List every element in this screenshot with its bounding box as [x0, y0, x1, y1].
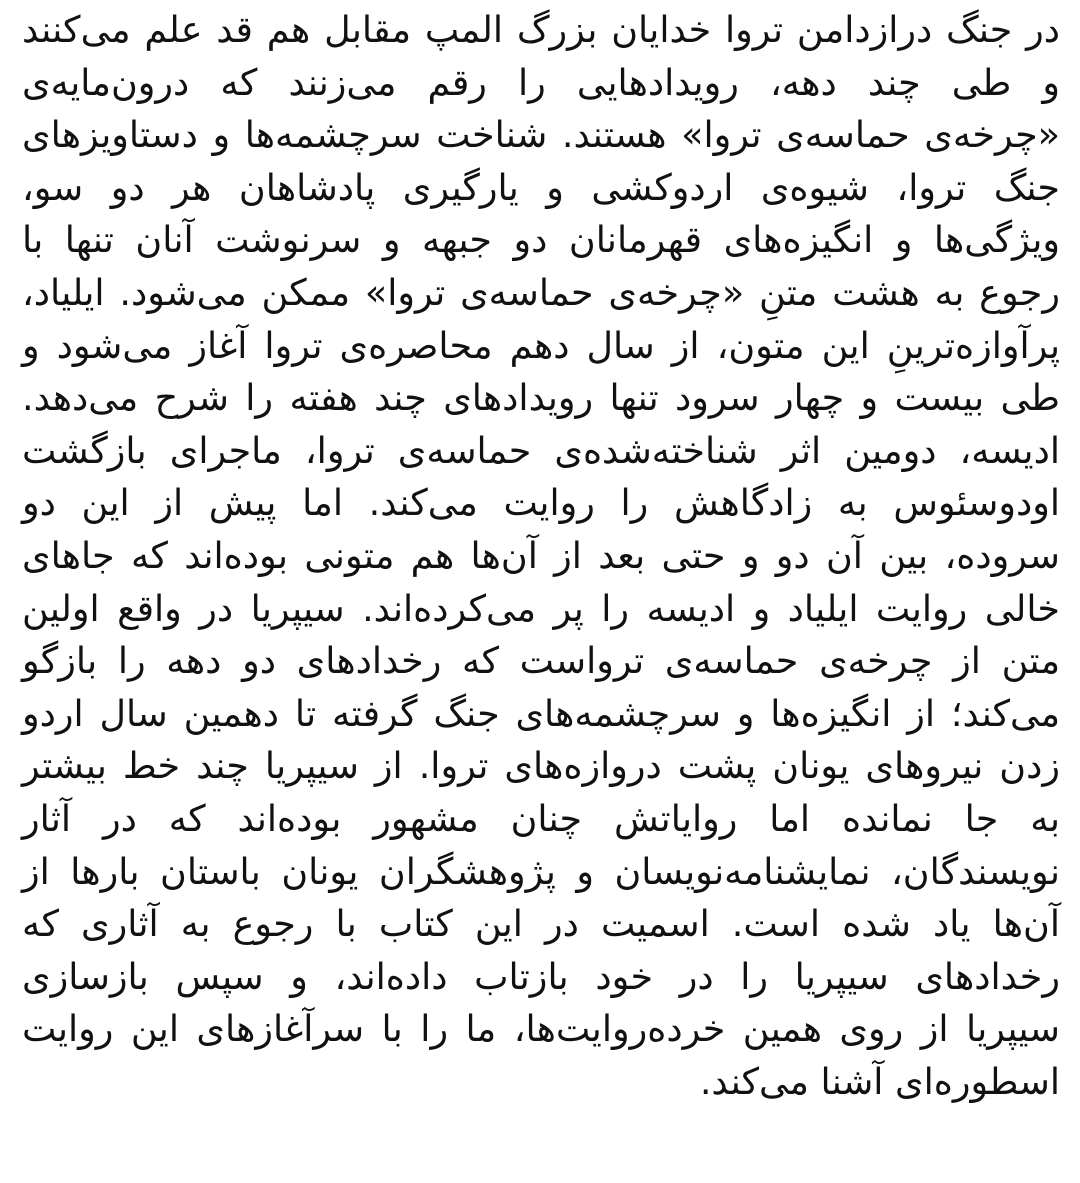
- text-line-2: و طی چند دهه، رویدادهایی را رقم می‌زنند که درون‌مایه‌ی: [22, 60, 1060, 104]
- text-line-15: زدن نیروهای یونان پشت دروازه‌های تروا. از سیپریا چند خط بیشتر: [22, 744, 1060, 788]
- text-line-20: سیپریا از روی همین خرده‌روایت‌ها، ما را با سرآغازهای این روایت: [22, 1007, 1060, 1051]
- text-line-1: در جنگ درازدامن تروا خدایان بزرگ المپ مقابل هم قد علم می‌کنند: [22, 8, 1060, 51]
- text-line-13: متن از چرخه‌ی حماسه‌ی ترواست که رخدادهای دو دهه را بازگو: [22, 639, 1060, 683]
- text-line-17: نویسندگان، نمایشنامه‌نویسان و پژوهشگران یونان باستان بارها از: [22, 849, 1060, 893]
- text-line-8: طی بیست و چهار سرود تنها رویدادهای چند هفته را شرح می‌دهد.: [22, 376, 1060, 420]
- text-line-4: جنگ تروا، شیوه‌ی اردوکشی و یارگیری پادشاهان هر دو سو،: [22, 165, 1060, 209]
- text-line-19: رخدادهای سیپریا را در خود بازتاب داده‌اند، و سپس بازسازی: [22, 954, 1060, 998]
- text-line-7: پرآوازه‌ترینِ این متون، از سال دهم محاصره‌ی تروا آغاز می‌شود و: [22, 323, 1060, 367]
- text-line-6: رجوع به هشت متنِ «چرخه‌ی حماسه‌ی تروا» ممکن می‌شود. ایلیاد،: [22, 270, 1060, 314]
- text-line-10: اودوسئوس به زادگاهش را روایت می‌کند. اما پیش از این دو: [22, 481, 1060, 525]
- text-line-9: ادیسه، دومین اثر شناخته‌شده‌ی حماسه‌ی تروا، ماجرای بازگشت: [22, 428, 1060, 472]
- text-line-14: می‌کند؛ از انگیزه‌ها و سرچشمه‌های جنگ گرفته تا دهمین سال اردو: [22, 691, 1060, 735]
- text-line-11: سروده، بین آن دو و حتی بعد از آن‌ها هم متونی بوده‌اند که جاهای: [22, 533, 1060, 577]
- text-line-12: خالی روایت ایلیاد و ادیسه را پر می‌کرده‌اند. سیپریا در واقع اولین: [22, 586, 1060, 630]
- text-line-21: اسطوره‌ای آشنا می‌کند.: [699, 1059, 1060, 1103]
- text-line-3: «چرخه‌ی حماسه‌ی تروا» هستند. شناخت سرچشمه‌ها و دستاویزهای: [22, 113, 1060, 157]
- text-line-5: ویژگی‌ها و انگیزه‌های قهرمانان دو جبهه و سرنوشت آنان تنها با: [22, 218, 1060, 262]
- persian-paragraph: [22, 4, 1060, 1108]
- text-line-16: به جا نمانده اما روایاتش چنان مشهور بوده‌اند که در آثار: [22, 796, 1060, 840]
- text-line-18: آن‌ها یاد شده است. اسمیت در این کتاب با رجوع به آثاری که: [22, 902, 1060, 946]
